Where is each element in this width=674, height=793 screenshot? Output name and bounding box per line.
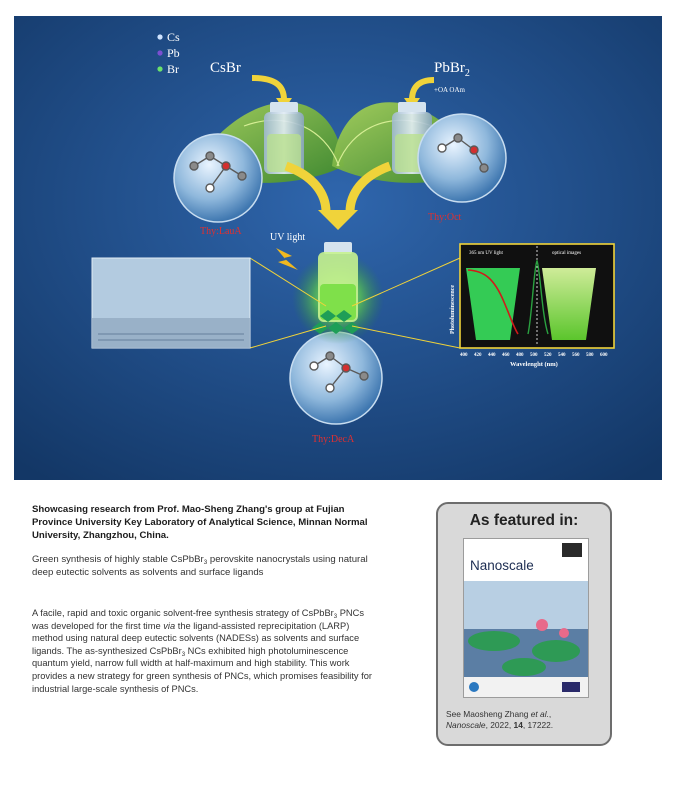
uv-light-label: UV light [270,232,306,243]
inset-xtick: 520 [544,353,552,358]
legend-cs: Cs [167,30,180,44]
journal-cover[interactable] [463,538,589,698]
cover-artwork [464,581,588,697]
pl-inset [460,244,614,348]
featured-label: As featured in: [469,512,579,529]
precursor-csbr: CsBr [210,60,241,76]
additives-label: +OA OAm [434,86,465,94]
precursor-pbbr2: PbBr$_2$ [434,60,470,79]
br-dot-icon [157,66,162,71]
inset-xtick: 560 [572,353,580,358]
inset-xlabel: Wavelenght (nm) [510,361,558,368]
inset-xtick: 460 [502,353,510,358]
inset-xtick: 440 [488,353,496,358]
abstract-text: A facile, rapid and toxic organic solvent-free synthesis strategy of CsPbBr$_3$ PNCs was developed for the first time via the ligand-assisted reprecipitation (LARP) method using natural deep eutectic solvents (NADESs) as solvents and surface ligands. The as-synthesized CsPbBr$_3$ NCs exhibited high photoluminescence quantum yield, narrow full width at half-maximum and high stability. This work provides a new strategy for green synthesis of PNCs, which promises feasibility for industrial large-scale synthesis of PNCs. [32,608,372,694]
cs-dot-icon [157,34,162,39]
inset-xtick: 580 [586,353,594,358]
inset-xtick: 600 [600,353,608,358]
paper-title: Green synthesis of highly stable CsPbBr$_3$ perovskite nanocrystals using natural deep eutectic solvents as solvents and surface ligands [32,554,368,578]
featured-box [436,502,612,746]
element-legend [157,30,180,76]
pb-dot-icon [157,50,162,55]
molecule-bubble-right [418,114,506,202]
vial-left [264,102,304,174]
cover-badge-icon [562,543,582,557]
inset-ylabel: Photoluminescence [450,285,456,334]
inset-label-uv: 365 nm UV light [469,251,503,256]
legend-br: Br [167,62,179,76]
journal-name: Nanoscale [470,558,534,573]
solvent-label-bottom: Thy:DecA [312,434,355,445]
featured-reference: See Maosheng Zhang et al., Nanoscale, 2022, 14, 17222. [446,709,554,730]
inset-xtick: 500 [530,353,538,358]
legend-pb: Pb [167,46,180,60]
inset-xtick: 480 [516,353,524,358]
inset-xtick: 540 [558,353,566,358]
inset-label-optical: optical images [552,251,582,256]
vial-center [318,242,358,322]
showcase-text: Showcasing research from Prof. Mao-Sheng Zhang's group at Fujian Province University Key Laboratory of Analytical Science, Minnan Normal University, Zhangzhou, China. [32,504,368,542]
inset-xtick: 420 [474,353,482,358]
solvent-label-left: Thy:LauA [200,226,242,237]
solvent-label-right: Thy:Oct [428,212,462,223]
graphical-abstract [14,16,662,480]
inset-xtick: 400 [460,353,468,358]
